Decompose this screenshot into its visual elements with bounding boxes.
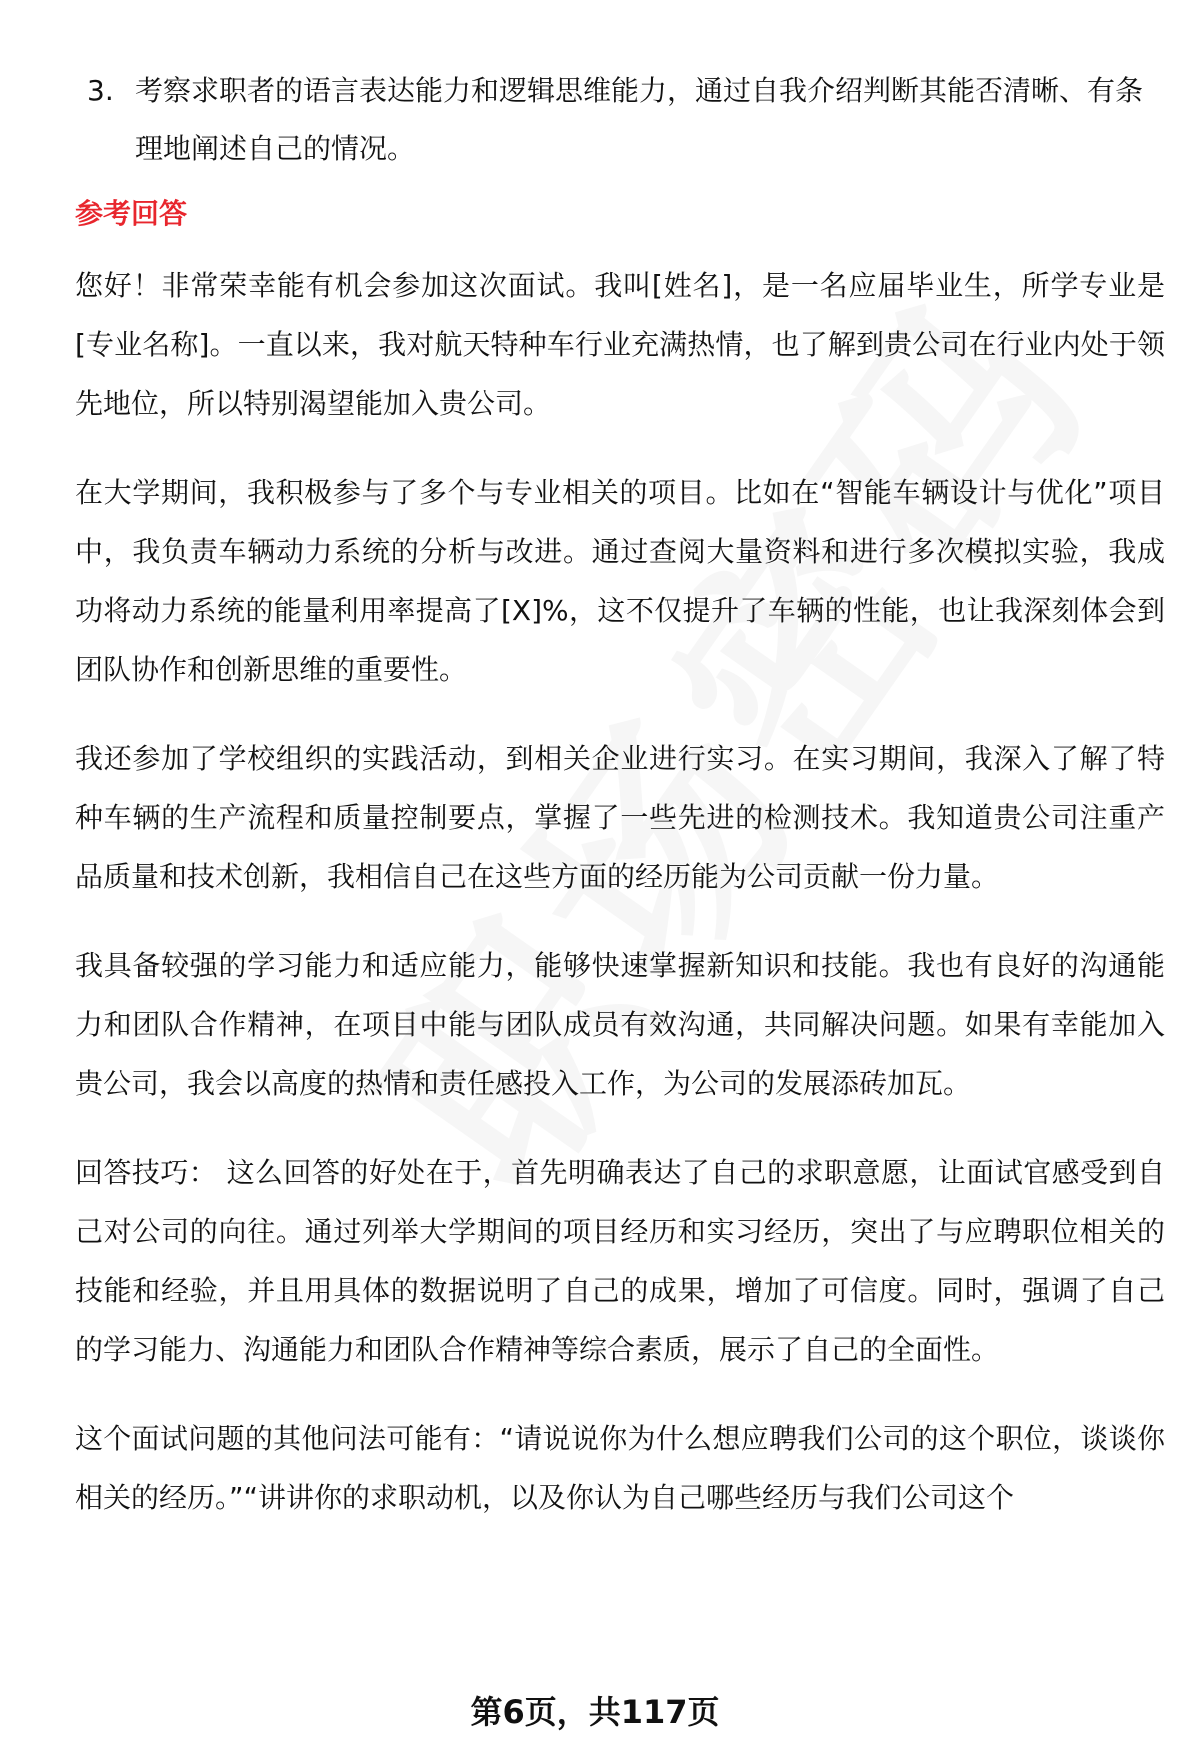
paragraph-internship: 我还参加了学校组织的实践活动，到相关企业进行实习。在实习期间，我深入了解了特种车辆的生产流程和质量控制要点，掌握了一些先进的检测技术。我知道贵公司注重产品质量和技术创新，我相信自己在这些方面的经历能为公司贡献一份力量。 — [75, 742, 1165, 893]
list-item-number: 3. — [87, 74, 114, 107]
paragraph-abilities: 我具备较强的学习能力和适应能力，能够快速掌握新知识和技能。我也有良好的沟通能力和团队合作精神，在项目中能与团队成员有效沟通，共同解决问题。如果有幸能加入贵公司，我会以高度的热情和责任感投入工作，为公司的发展添砖加瓦。 — [75, 949, 1165, 1100]
paragraph-tips: 回答技巧： 这么回答的好处在于，首先明确表达了自己的求职意愿，让面试官感受到自己对公司的向往。通过列举大学期间的项目经历和实习经历，突出了与应聘职位相关的技能和经验，并且用具体的数据说明了自己的成果，增加了可信度。同时，强调了自己的学习能力、沟通能力和团队合作精神等综合素质，展示了自己的全面性。 — [75, 1156, 1165, 1366]
section-heading: 参考回答 — [75, 197, 188, 230]
page-number-footer: 第6页，共117页 — [470, 1693, 720, 1731]
paragraph-project: 在大学期间，我积极参与了多个与专业相关的项目。比如在“智能车辆设计与优化”项目中，我负责车辆动力系统的分析与改进。通过查阅大量资料和进行多次模拟实验，我成功将动力系统的能量利用率提高了[X]%，这不仅提升了车辆的性能，也让我深刻体会到团队协作和创新思维的重要性。 — [75, 476, 1165, 686]
paragraph-greeting: 您好！非常荣幸能有机会参加这次面试。我叫[姓名]，是一名应届毕业生，所学专业是[专业名称]。一直以来，我对航天特种车行业充满热情，也了解到贵公司在行业内处于领先地位，所以特别渴望能加入贵公司。 — [75, 269, 1165, 420]
page-content — [75, 62, 1165, 1557]
list-item-text: 考察求职者的语言表达能力和逻辑思维能力，通过自我介绍判断其能否清晰、有条理地阐述自己的情况。 — [135, 74, 1144, 165]
list-item — [75, 62, 1165, 178]
paragraph-alternatives: 这个面试问题的其他问法可能有：“请说说你为什么想应聘我们公司的这个职位，谈谈你相关的经历。”“讲讲你的求职动机，以及你认为自己哪些经历与我们公司这个 — [75, 1422, 1165, 1514]
